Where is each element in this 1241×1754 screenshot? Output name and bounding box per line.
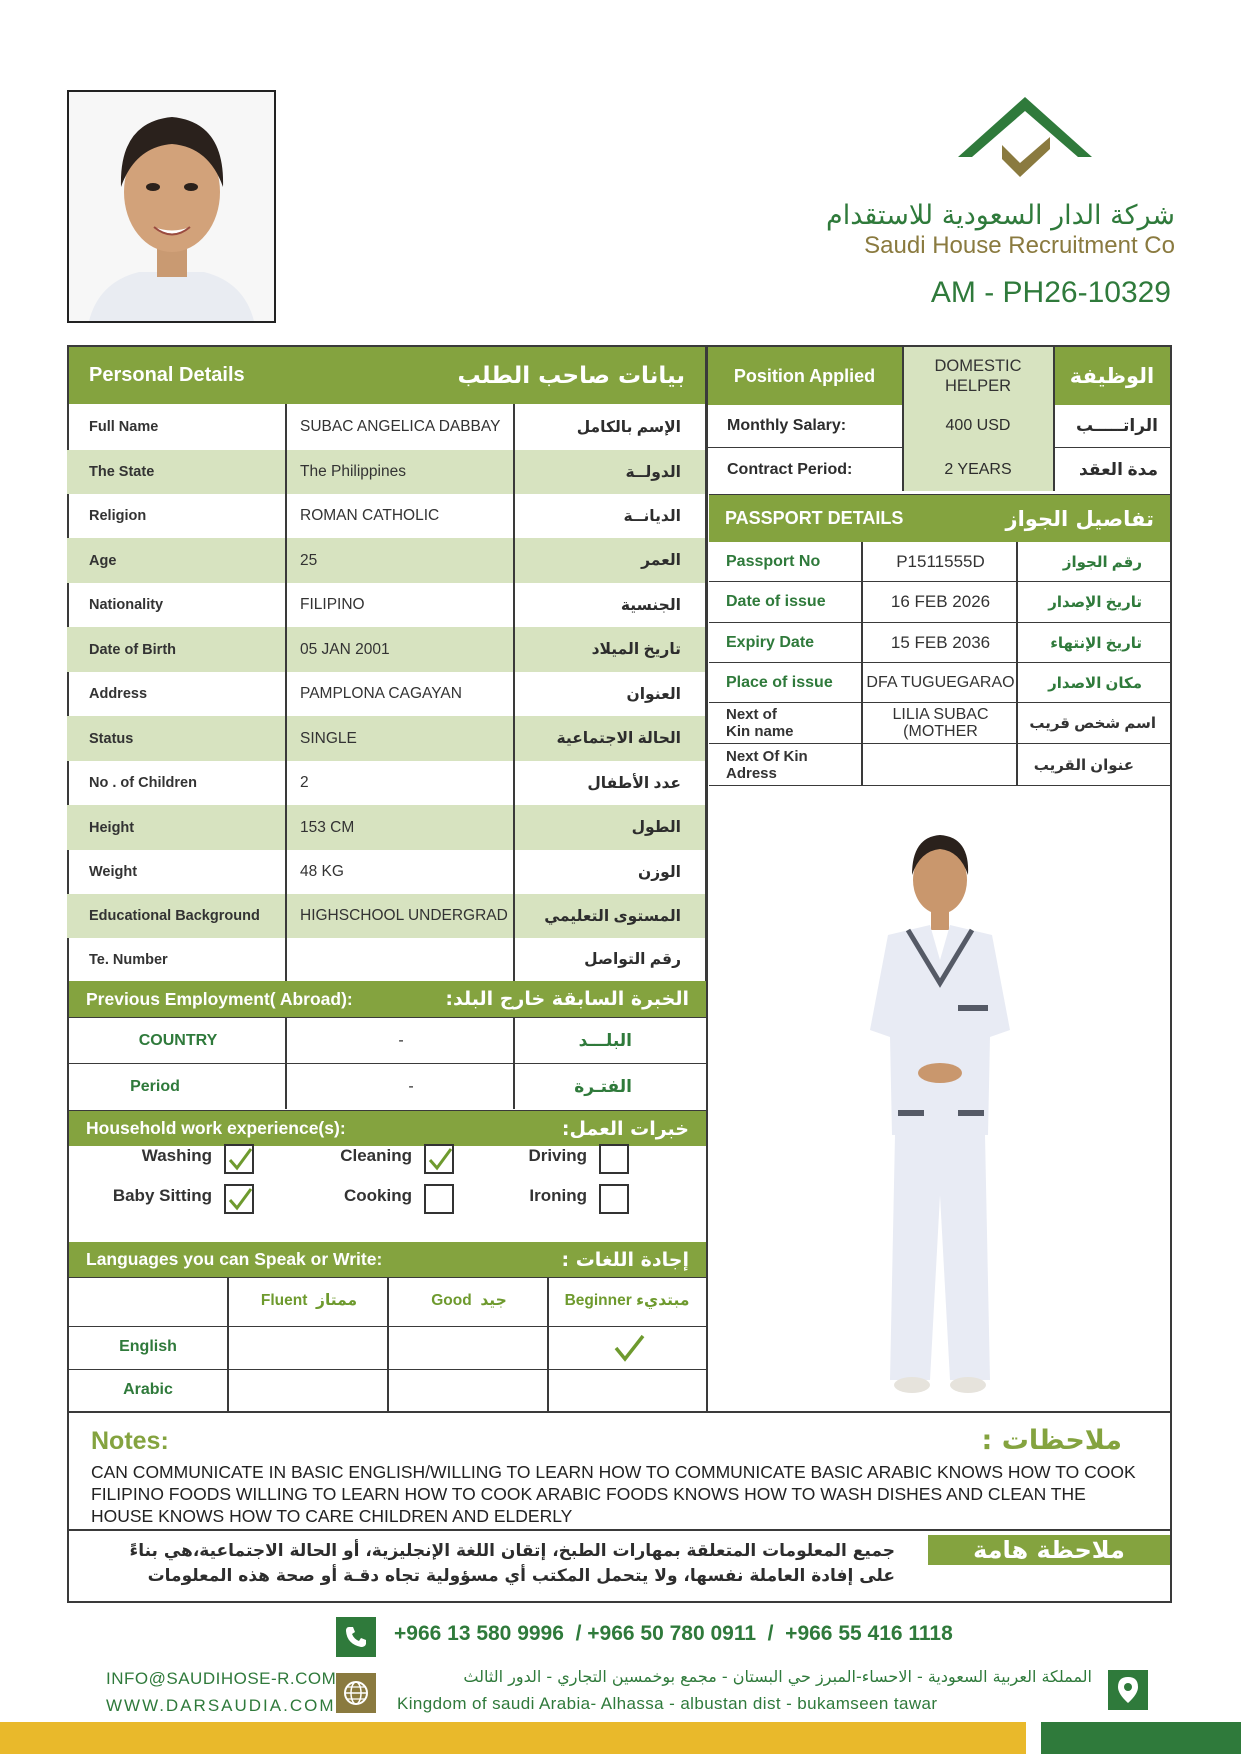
personal-row bbox=[67, 450, 705, 494]
beginner-label-ar: مبتديء bbox=[636, 1291, 690, 1309]
personal-row-label: Weight bbox=[89, 864, 138, 880]
place-of-issue-row bbox=[709, 663, 1170, 703]
languages-section bbox=[69, 1242, 707, 1412]
personal-row-label: Te. Number bbox=[89, 951, 168, 968]
address-en: Kingdom of saudi Arabia- Alhassa - albustan dist - bukamseen tawar bbox=[397, 1694, 938, 1713]
personal-row-value: 48 KG bbox=[300, 863, 344, 880]
personal-row-label: Address bbox=[89, 686, 148, 702]
personal-row bbox=[67, 761, 705, 805]
household-checkbox[interactable] bbox=[224, 1144, 254, 1174]
kin-address-label bbox=[709, 748, 863, 782]
personal-row-label-ar: الإسم بالكامل bbox=[576, 418, 681, 436]
position-header-ar bbox=[1054, 347, 1170, 405]
good-label: Good bbox=[431, 1292, 472, 1309]
good-label-ar: جيد bbox=[480, 1291, 507, 1309]
household-title-ar: خبرات العمل: bbox=[561, 1117, 689, 1140]
personal-row bbox=[67, 627, 705, 672]
passport-number-label: Passport No bbox=[726, 552, 821, 570]
personal-row bbox=[67, 672, 705, 716]
kin-name-label-line1: Next of bbox=[726, 706, 777, 723]
checkmark-icon bbox=[428, 1147, 452, 1171]
personal-row bbox=[67, 938, 705, 981]
personal-details-title: Personal Details bbox=[89, 364, 245, 386]
personal-row-value: 2 bbox=[300, 774, 309, 791]
kin-name-value-line1: LILIA SUBAC bbox=[892, 706, 989, 723]
personal-row-label: Height bbox=[89, 819, 135, 836]
personal-row-value: FILIPINO bbox=[300, 596, 365, 613]
personal-row bbox=[67, 716, 705, 761]
position-value bbox=[903, 347, 1053, 405]
place-of-issue-value: DFA TUGUEGARAO bbox=[866, 673, 1015, 691]
address-ar: المملكة العربية السعودية - الاحساء-المبرز حي البستان - مجمع بوخمسين التجاري - الدور الثالث bbox=[463, 1667, 1092, 1686]
personal-row-label-ar: الوزن bbox=[637, 863, 681, 881]
personal-row-label: Religion bbox=[89, 508, 147, 524]
expiry-date-label-ar: تاريخ الإنتهاء bbox=[1050, 634, 1142, 652]
personal-details-header bbox=[69, 347, 705, 404]
personal-row-value: HIGHSCHOOL UNDERGRAD bbox=[300, 907, 508, 924]
personal-row bbox=[67, 404, 705, 450]
household-checkbox[interactable] bbox=[599, 1184, 629, 1214]
fluent-label: Fluent bbox=[260, 1292, 308, 1309]
important-note-line2: على إفادة العاملة نفسها، ولا يتحمل المكتب أي مسؤولية تجاه دقـة أو صحة هذه المعلومات bbox=[147, 1566, 895, 1586]
personal-row-label-ar: المستوى التعليمي bbox=[544, 907, 681, 925]
passport-section bbox=[709, 494, 1170, 790]
household-header bbox=[69, 1111, 707, 1146]
fluent-label-ar: ممتاز bbox=[316, 1291, 358, 1309]
personal-row-value: 05 JAN 2001 bbox=[300, 640, 390, 658]
headshot-photo bbox=[67, 90, 276, 323]
position-label: Position Applied bbox=[733, 365, 876, 386]
personal-row bbox=[67, 850, 705, 894]
employment-title-ar: الخبرة السابقة خارج البلد: bbox=[445, 988, 689, 1010]
personal-row-value: ROMAN CATHOLIC bbox=[300, 507, 440, 524]
footer-bar-yellow bbox=[0, 1722, 1026, 1754]
country-row bbox=[69, 1017, 707, 1064]
website-text[interactable]: WWW.DARSAUDIA.COM bbox=[106, 1696, 336, 1715]
country-label: COUNTRY bbox=[138, 1031, 218, 1049]
household-item-label: Ironing bbox=[529, 1186, 587, 1205]
personal-row-label: Status bbox=[89, 730, 134, 747]
expiry-date-row bbox=[709, 623, 1170, 663]
personal-row-label-ar: رقم التواصل bbox=[584, 951, 681, 968]
household-title: Household work experience(s): bbox=[86, 1118, 346, 1138]
personal-details-section bbox=[67, 345, 707, 981]
important-note-line1: جميع المعلومات المتعلقة بمهارات الطبخ، إتقان اللغة الإنجليزية، أو الحالة الاجتماعية،هي بناءً bbox=[129, 1541, 895, 1561]
full-body-photo bbox=[820, 815, 1060, 1395]
country-value: - bbox=[398, 1031, 404, 1049]
period-label: Period bbox=[130, 1077, 180, 1095]
languages-title: Languages you can Speak or Write: bbox=[86, 1249, 383, 1269]
personal-row-value: PAMPLONA CAGAYAN bbox=[300, 685, 462, 702]
personal-row-value: 25 bbox=[300, 551, 318, 569]
company-name-ar: شركة الدار السعودية للاستقدام bbox=[826, 200, 1175, 231]
beginner-label: Beginner bbox=[564, 1292, 632, 1309]
personal-row-label-ar: الدولــة bbox=[625, 463, 681, 481]
kin-address-row bbox=[709, 744, 1170, 786]
checkmark-icon bbox=[228, 1187, 252, 1211]
contract-label-ar: مدة العقد bbox=[1079, 459, 1158, 479]
personal-row-value: SUBAC ANGELICA DABBAY bbox=[300, 418, 501, 435]
personal-row-label-ar: الجنسية bbox=[620, 596, 681, 614]
personal-details-title-ar: بيانات صاحب الطلب bbox=[457, 362, 685, 389]
fluent-column bbox=[229, 1291, 389, 1310]
salary-label: Monthly Salary: bbox=[727, 417, 847, 434]
personal-row-value: The Philippines bbox=[300, 463, 406, 480]
period-label-ar: الفتـرة bbox=[574, 1076, 632, 1096]
personal-row bbox=[67, 538, 705, 583]
kin-name-row bbox=[709, 703, 1170, 744]
household-item-label: Washing bbox=[141, 1146, 212, 1165]
issue-date-label: Date of issue bbox=[726, 593, 826, 610]
place-of-issue-label-ar: مكان الاصدار bbox=[1048, 674, 1142, 692]
place-of-issue-label: Place of issue bbox=[726, 673, 833, 691]
passport-number-label-ar: رقم الجواز bbox=[1062, 553, 1142, 571]
language-name: Arabic bbox=[123, 1381, 173, 1398]
personal-row bbox=[67, 894, 705, 938]
passport-title: PASSPORT DETAILS bbox=[725, 508, 904, 528]
reference-number: AM - PH26-10329 bbox=[930, 276, 1171, 309]
salary-label-ar: الراتـــــب bbox=[1075, 416, 1158, 435]
country-label-ar: البلـــد bbox=[578, 1030, 632, 1050]
beginner-column bbox=[547, 1291, 707, 1310]
contract-label: Contract Period: bbox=[727, 460, 853, 478]
notes-text: CAN COMMUNICATE IN BASIC ENGLISH/WILLING TO LEARN HOW TO COMMUNICATE BASIC ARABIC KNOWS HOW TO COOK FILIPINO FOODS WILLING TO LEARN HOW TO COOK ARABIC FOODS KNOWS HOW TO WASH DISHES AND CLEAN THE HOUSE KNOWS HOW TO CARE CHILDREN AND ELDERLY bbox=[91, 1462, 1136, 1526]
personal-row-label: No . of Children bbox=[89, 775, 197, 791]
phone-icon bbox=[336, 1617, 376, 1657]
employment-title: Previous Employment( Abroad): bbox=[86, 988, 353, 1009]
email-text[interactable]: INFO@SAUDIHOSE-R.COM bbox=[106, 1669, 337, 1688]
language-name: English bbox=[119, 1338, 177, 1355]
footer-bar-green bbox=[1041, 1722, 1241, 1754]
notes-title-ar: ملاحظات : bbox=[981, 1425, 1122, 1456]
phone-numbers: +966 13 580 9996 / +966 50 780 0911 / +966 55 416 1118 bbox=[394, 1622, 953, 1645]
personal-row-label-ar: العنوان bbox=[626, 685, 681, 703]
notes-title: Notes: bbox=[91, 1427, 169, 1455]
kin-address-label-line1: Next Of Kin bbox=[726, 747, 808, 765]
company-name-en: Saudi House Recruitment Co bbox=[864, 232, 1175, 259]
period-row bbox=[69, 1064, 707, 1109]
household-checkbox[interactable] bbox=[599, 1144, 629, 1174]
household-checkbox[interactable] bbox=[224, 1184, 254, 1214]
household-item-label: Cleaning bbox=[340, 1146, 412, 1165]
personal-row-label: Full Name bbox=[89, 419, 159, 435]
household-item-label: Cooking bbox=[344, 1186, 412, 1205]
personal-row-label-ar: الديانــة bbox=[623, 507, 681, 525]
personal-row-label: Educational Background bbox=[89, 908, 260, 924]
kin-name-label-ar: اسم شخص قريب bbox=[1029, 715, 1156, 732]
language-level-checkmark-icon bbox=[613, 1333, 645, 1368]
passport-number-row bbox=[709, 542, 1170, 582]
expiry-date-value: 15 FEB 2036 bbox=[890, 632, 991, 652]
languages-title-ar: إجادة اللغات : bbox=[561, 1248, 689, 1271]
household-checkbox[interactable] bbox=[424, 1184, 454, 1214]
notes-section bbox=[69, 1411, 1170, 1531]
kin-name-value-line2: (MOTHER bbox=[903, 723, 978, 740]
languages-header bbox=[69, 1242, 707, 1277]
position-value-text: DOMESTIC HELPER bbox=[934, 357, 1022, 395]
company-logo bbox=[950, 95, 1100, 185]
personal-row-value: 153 CM bbox=[300, 818, 355, 836]
kin-name-value bbox=[863, 706, 1018, 740]
personal-row-label-ar: الطول bbox=[631, 819, 681, 836]
personal-row-label-ar: تاريخ الميلاد bbox=[591, 641, 681, 658]
globe-icon bbox=[336, 1673, 376, 1713]
salary-value: 400 USD bbox=[903, 405, 1053, 448]
household-item-label: Baby Sitting bbox=[112, 1186, 212, 1205]
personal-row bbox=[67, 805, 705, 850]
personal-row-label-ar: الحالة الاجتماعية bbox=[556, 730, 681, 747]
issue-date-value: 16 FEB 2026 bbox=[890, 592, 991, 611]
salary-row bbox=[707, 405, 1170, 448]
household-item-label: Driving bbox=[528, 1146, 587, 1165]
important-note-section bbox=[69, 1531, 1170, 1601]
personal-row bbox=[67, 583, 705, 627]
household-checkbox[interactable] bbox=[424, 1144, 454, 1174]
personal-row-label-ar: عدد الأطفال bbox=[587, 774, 681, 792]
position-label-ar: الوظيفة bbox=[1069, 364, 1155, 388]
contract-row bbox=[707, 448, 1170, 491]
personal-row bbox=[67, 494, 705, 538]
household-section bbox=[69, 1110, 707, 1242]
kin-address-label-ar: عنوان القريب bbox=[1033, 756, 1134, 774]
position-header bbox=[707, 347, 902, 405]
kin-name-label bbox=[709, 706, 863, 740]
personal-row-value: SINGLE bbox=[300, 729, 357, 747]
checkmark-icon bbox=[228, 1147, 252, 1171]
kin-address-label-line2: Adress bbox=[726, 764, 777, 782]
position-section bbox=[707, 345, 1172, 495]
personal-row-label: Nationality bbox=[89, 597, 164, 613]
kin-name-label-line2: Kin name bbox=[726, 723, 794, 740]
personal-row-label: Date of Birth bbox=[89, 641, 176, 658]
issue-date-label-ar: تاريخ الإصدار bbox=[1048, 594, 1142, 611]
personal-row-label: Age bbox=[89, 552, 117, 569]
expiry-date-label: Expiry Date bbox=[726, 633, 815, 651]
personal-row-label-ar: العمر bbox=[641, 552, 681, 569]
passport-header bbox=[709, 495, 1170, 542]
period-value: - bbox=[408, 1077, 414, 1095]
good-column bbox=[389, 1291, 549, 1310]
passport-title-ar: تفاصيل الجواز bbox=[1005, 506, 1154, 531]
important-note-title: ملاحظة هامة bbox=[928, 1535, 1170, 1565]
contract-value: 2 YEARS bbox=[903, 448, 1053, 491]
employment-section bbox=[69, 981, 707, 1111]
issue-date-row bbox=[709, 582, 1170, 623]
passport-number-value: P1511555D bbox=[896, 551, 985, 571]
location-pin-icon bbox=[1108, 1670, 1148, 1710]
employment-header bbox=[69, 981, 707, 1017]
personal-row-label: The State bbox=[89, 464, 155, 480]
